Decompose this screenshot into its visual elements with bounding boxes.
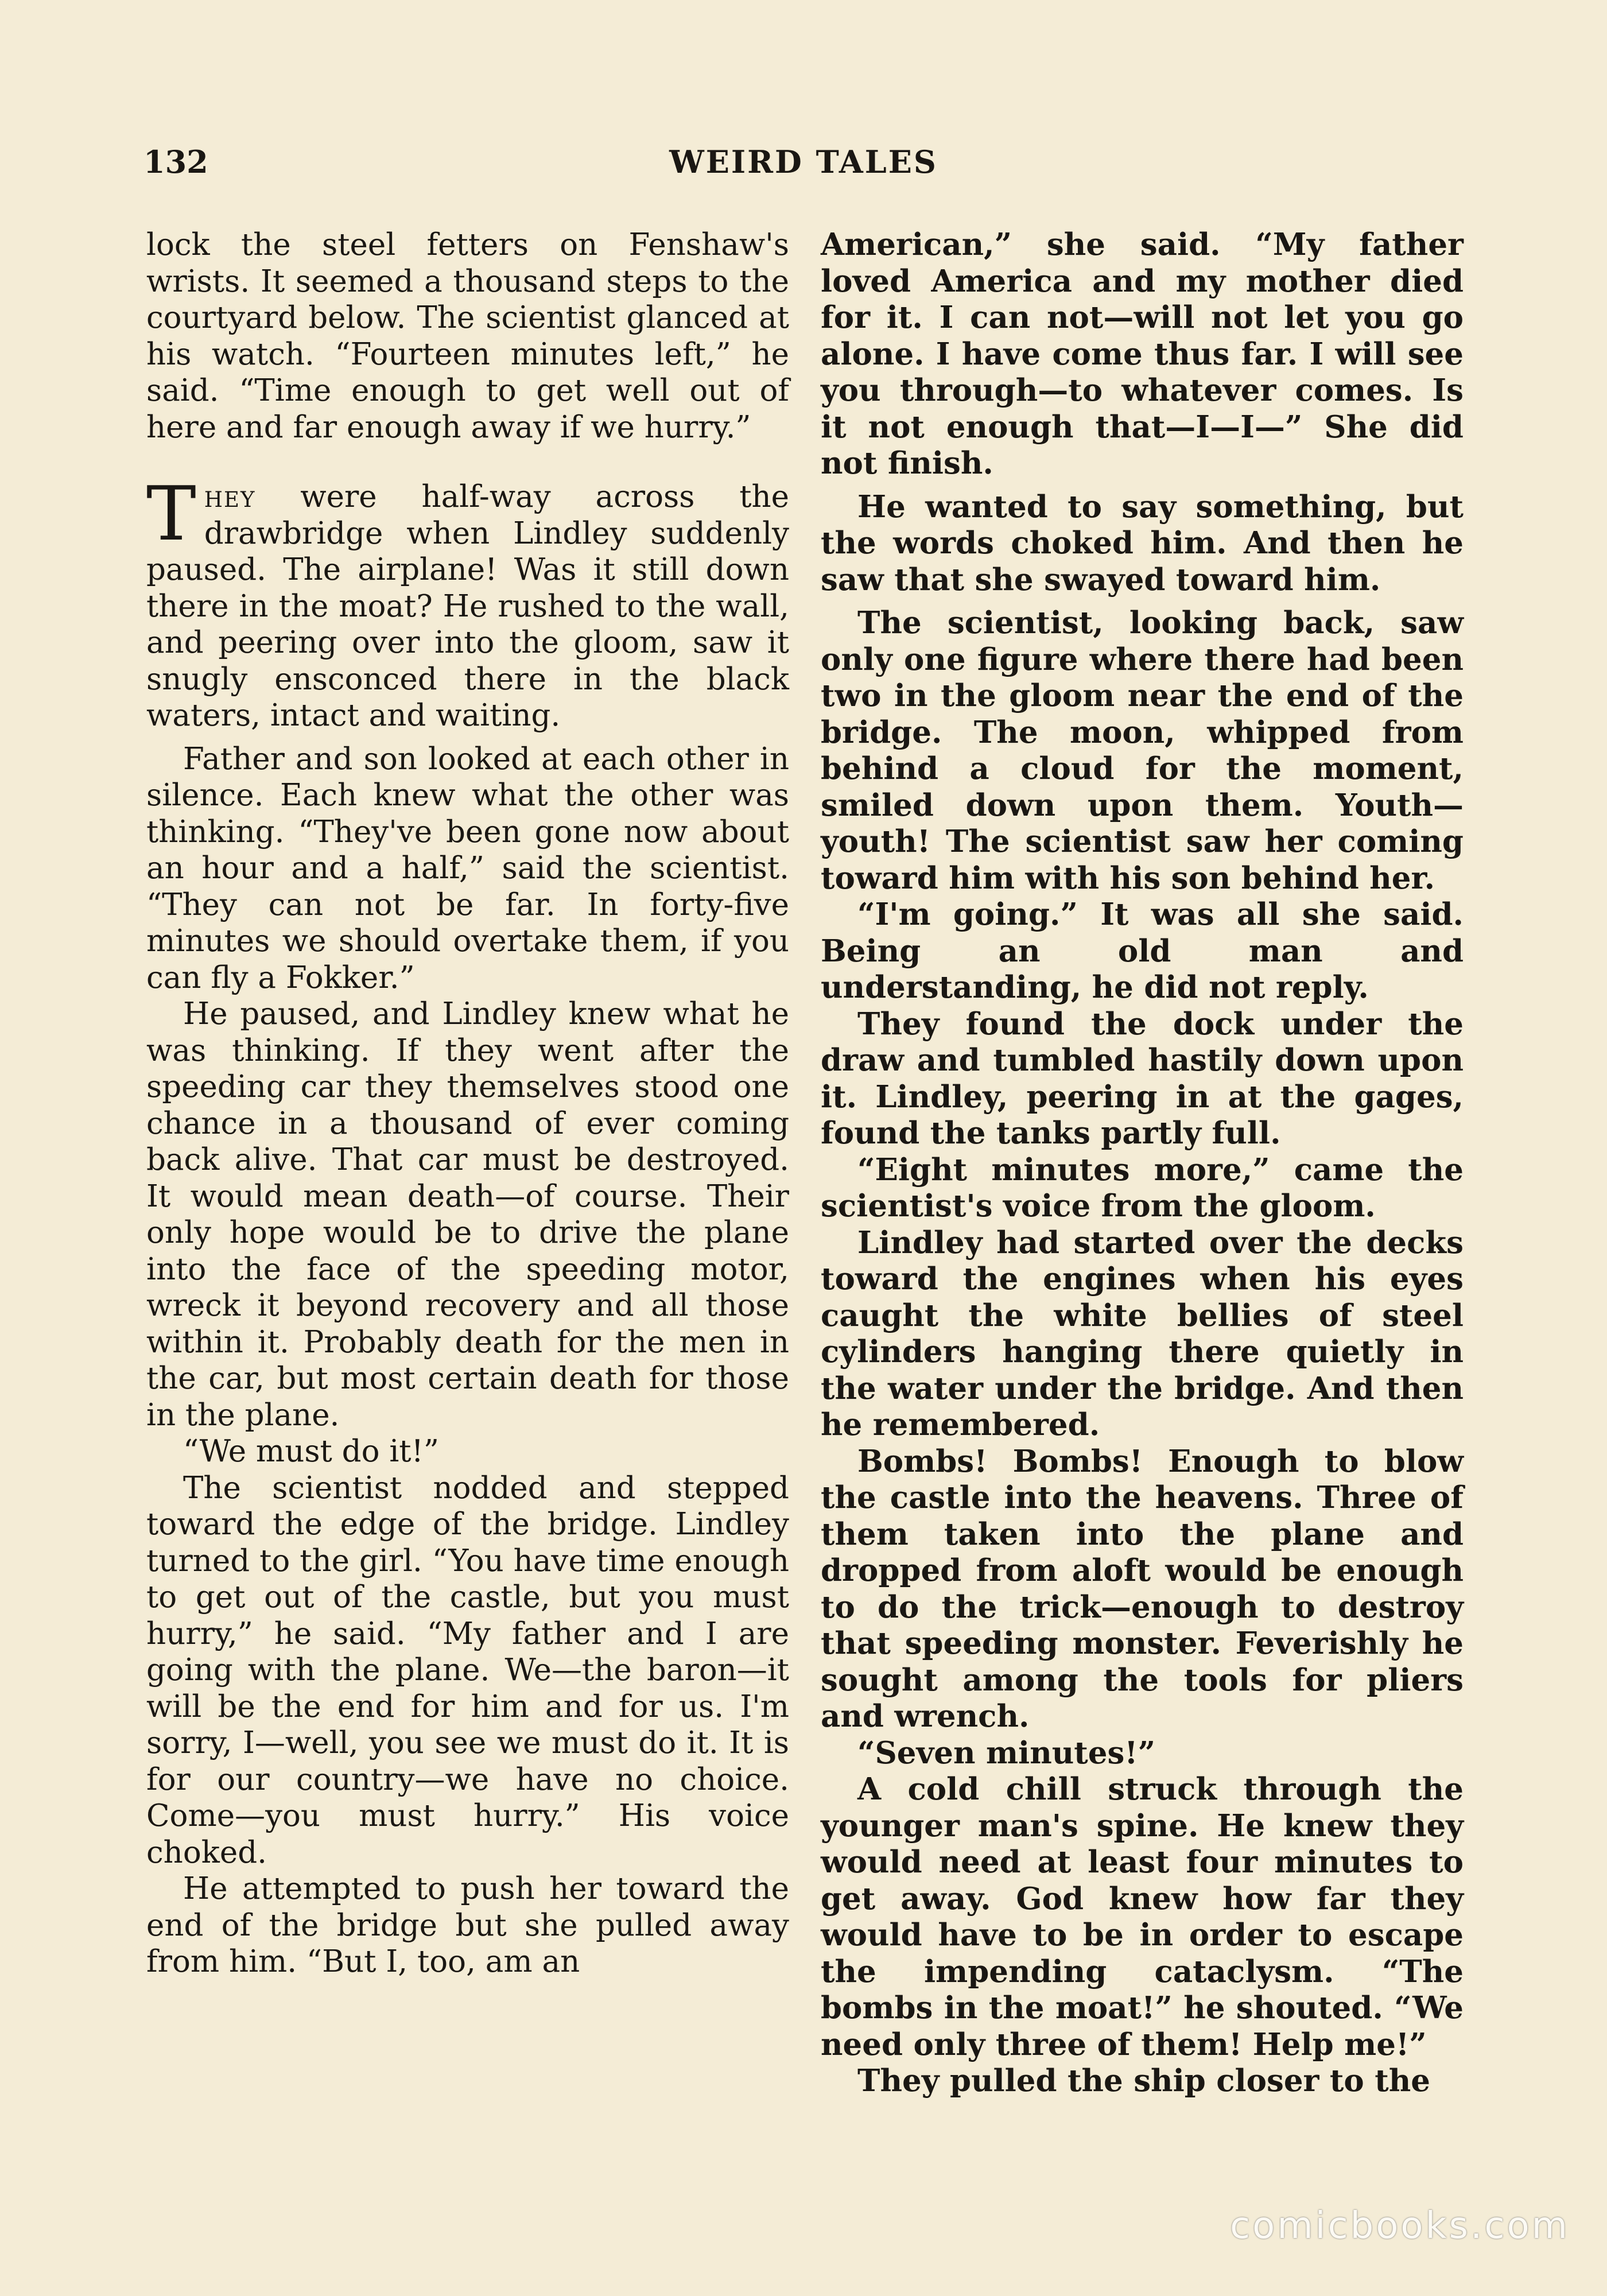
right-column — [821, 227, 1464, 2100]
running-title: WEIRD TALES — [669, 144, 938, 180]
paragraph: “We must do it!” — [183, 1434, 439, 1469]
page-header — [143, 144, 1464, 189]
paragraph: lock the steel fetters on Fenshaw's wrists. It seemed a thousand steps to the courtyard below. The scientist glanced at his watch. “Fourteen minutes left,” he said. “Time enough to get well out of here and far enough away if we hurry.” — [146, 227, 789, 445]
paragraph: They pulled the ship closer to the — [857, 2063, 1430, 2099]
paragraph: American,” she said. “My father loved America and my mother died for it. I can not—will not let you go alone. I have come thus far. I will see you through—to whatever comes. Is it not enough that—I—I—” She did not finish. — [821, 227, 1464, 481]
paragraph: A cold chill struck through the younger man's spine. He knew they would need at least four minutes to get away. God knew how far they would have to be in order to escape the impending cataclysm. “The bombs in the moat!” he shouted. “We need only three of them! Help me!” — [821, 1771, 1464, 2062]
paragraph: Bombs! Bombs! Enough to blow the castle into the heavens. Three of them taken into the plane and dropped from aloft would be enough to do the trick—enough to destroy that speeding monster. Feverishly he sought among the tools for pliers and wrench. — [821, 1443, 1464, 1734]
paragraph: “Seven minutes!” — [857, 1735, 1156, 1771]
paragraph: He attempted to push her toward the end of the bridge but she pulled away from him. “But I, too, am an — [146, 1871, 789, 1979]
left-column — [146, 227, 789, 1980]
paragraph: Father and son looked at each other in silence. Each knew what the other was thinking. “They've been gone now about an hour and a half,” said the scientist. “They can not be far. In forty-five minutes we should overtake them, if you can fly a Fokker.” — [146, 741, 789, 995]
paragraph-text: were half-way across the drawbridge when Lindley suddenly paused. The airplane! Was it still down there in the moat? He rushed to the wall, and peering over into the gloom, saw it snugly ensconced there in the black waters, intact and waiting. — [146, 479, 789, 733]
page-number: 132 — [143, 144, 208, 180]
paragraph: The scientist nodded and stepped toward the edge of the bridge. Lindley turned to the girl. “You have time enough to get out of the castle, but you must hurry,” he said. “My father and I are going with the plane. We—the baron—it will be the end for him and for us. I'm sorry, I—well, you see we must do it. It is for our country—we have no choice. Come—you must hurry.” His voice choked. — [146, 1470, 789, 1870]
paragraph: The scientist, looking back, saw only one figure where there had been two in the gloom near the end of the bridge. The moon, whipped from behind a cloud for the moment, smiled down upon them. Youth—youth! The scientist saw her coming toward him with his son behind her. — [821, 605, 1464, 896]
paragraph: He wanted to say something, but the words choked him. And then he saw that she swayed toward him. — [821, 488, 1464, 598]
paragraph: “Eight minutes more,” came the scientist's voice from the gloom. — [821, 1151, 1464, 1224]
drop-cap: T — [146, 470, 196, 557]
paragraph: They found the dock under the draw and tumbled hastily down upon it. Lindley, peering in at the gages, found the tanks partly full. — [821, 1006, 1464, 1151]
paragraph: He paused, and Lindley knew what he was thinking. If they went after the speeding car they themselves stood one chance in a thousand of ever coming back alive. That car must be destroyed. It would mean death—of course. Their only hope would be to drive the plane into the face of the speeding motor, wreck it beyond recovery and all those within it. Probably death for the men in the car, but most certain death for those in the plane. — [146, 996, 789, 1433]
paragraph: Lindley had started over the decks toward the engines when his eyes caught the white bellies of steel cylinders hanging there quietly in the water under the bridge. And then he remembered. — [821, 1224, 1464, 1442]
small-caps-lead: hey — [204, 479, 256, 514]
watermark: comicbooks.com — [1229, 2205, 1570, 2247]
paragraph: “I'm going.” It was all she said. Being an old man and understanding, he did not reply. — [821, 897, 1464, 1005]
dropcap-paragraph — [146, 470, 789, 734]
